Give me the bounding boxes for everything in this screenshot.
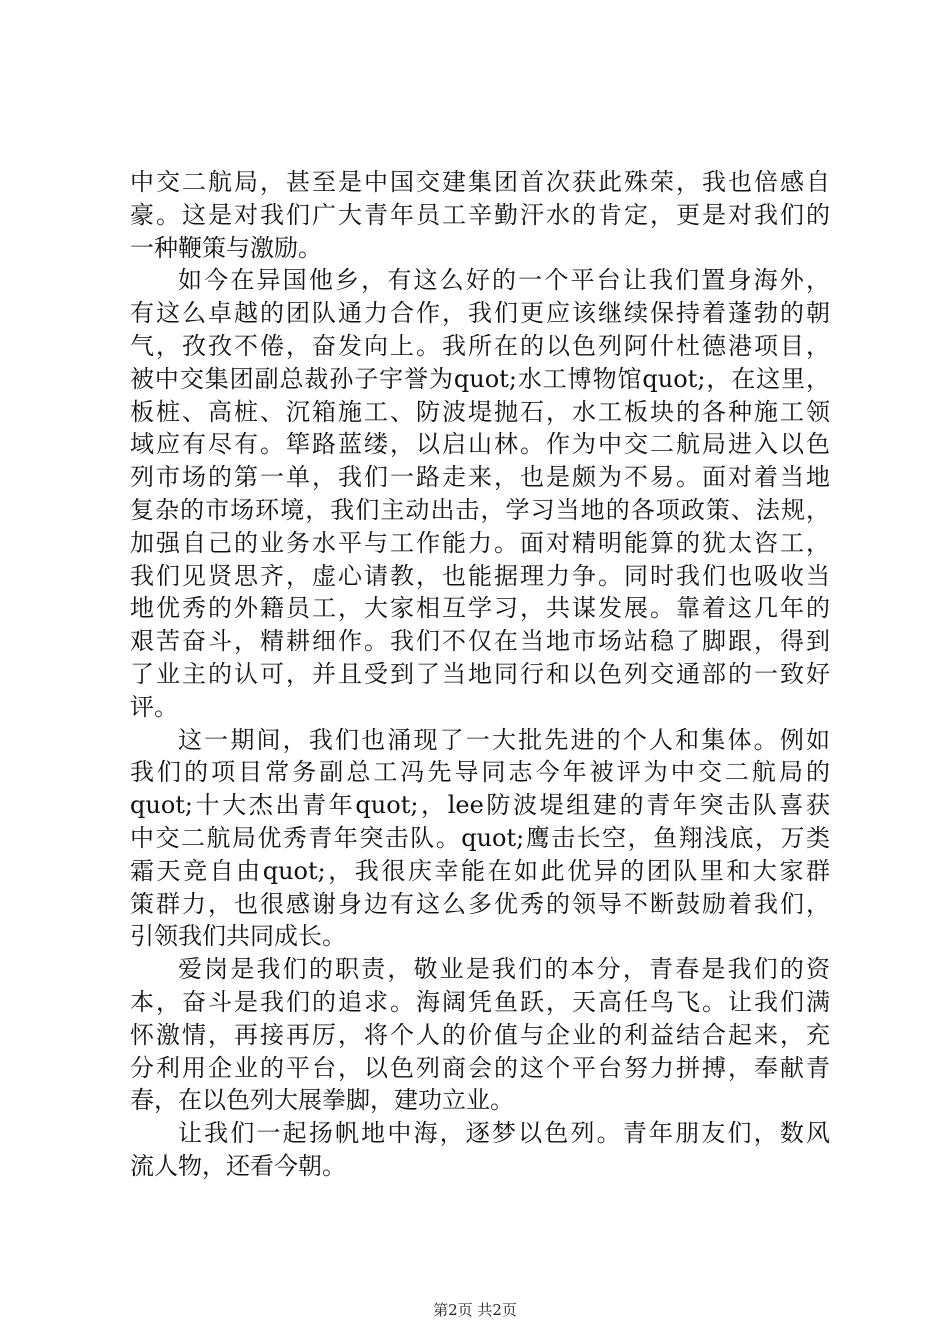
- text-line: 我们的项目常务副总工冯先导同志今年被评为中交二航局的: [130, 758, 830, 787]
- text-line: 本，奋斗是我们的追求。海阔凭鱼跃，天高任鸟飞。让我们满: [130, 987, 830, 1016]
- text-line: 艰苦奋斗，精耕细作。我们不仅在当地市场站稳了脚跟，得到: [130, 627, 830, 656]
- text-line: 策群力，也很感谢身边有这么多优秀的领导不断鼓励着我们，: [130, 889, 830, 918]
- text-line: 霜天竞自由quot;，我很庆幸能在如此优异的团队里和大家群: [130, 856, 830, 885]
- text-line: 板桩、高桩、沉箱施工、防波堤抛石，水工板块的各种施工领: [130, 397, 830, 426]
- paragraph-first-line: 让我们一起扬帆地中海，逐梦以色列。青年朋友们，数风: [178, 1119, 830, 1148]
- text-line: 流人物，还看今朝。: [130, 1151, 346, 1180]
- text-line: 被中交集团副总裁孙子宇誉为quot;水工博物馆quot;，在这里，: [130, 364, 830, 393]
- text-line: 了业主的认可，并且受到了当地同行和以色列交通部的一致好: [130, 659, 830, 688]
- page-number-footer: 第2页 共2页: [433, 1301, 517, 1319]
- text-line: 春，在以色列大展拳脚，建功立业。: [130, 1086, 514, 1115]
- text-line: 我们见贤思齐，虚心请教，也能据理力争。同时我们也吸收当: [130, 561, 830, 590]
- text-line: 怀激情，再接再厉，将个人的价值与企业的利益结合起来，充: [130, 1020, 830, 1049]
- paragraph-first-line: 如今在异国他乡，有这么好的一个平台让我们置身海外，: [178, 266, 830, 295]
- text-line: 地优秀的外籍员工，大家相互学习，共谋发展。靠着这几年的: [130, 594, 830, 623]
- text-line: 评。: [130, 692, 178, 721]
- text-line: 一种鞭策与激励。: [130, 233, 322, 262]
- text-line: 豪。这是对我们广大青年员工辛勤汗水的肯定，更是对我们的: [130, 200, 830, 229]
- text-line: 域应有尽有。筚路蓝缕，以启山林。作为中交二航局进入以色: [130, 430, 830, 459]
- text-line: 中交二航局优秀青年突击队。quot;鹰击长空，鱼翔浅底，万类: [130, 823, 830, 852]
- paragraph-first-line: 这一期间，我们也涌现了一大批先进的个人和集体。例如: [178, 725, 830, 754]
- text-line: 引领我们共同成长。: [130, 922, 346, 951]
- text-line: quot;十大杰出青年quot;，lee防波堤组建的青年突击队喜获: [130, 791, 830, 820]
- text-line: 有这么卓越的团队通力合作，我们更应该继续保持着蓬勃的朝: [130, 299, 830, 328]
- text-line: 复杂的市场环境，我们主动出击，学习当地的各项政策、法规，: [130, 495, 830, 524]
- text-line: 中交二航局，甚至是中国交建集团首次获此殊荣，我也倍感自: [130, 168, 830, 196]
- document-body: [130, 166, 830, 1183]
- text-line: 列市场的第一单，我们一路走来，也是颇为不易。面对着当地: [130, 463, 830, 492]
- text-line: 分利用企业的平台，以色列商会的这个平台努力拼搏，奉献青: [130, 1053, 830, 1082]
- text-line: 气，孜孜不倦，奋发向上。我所在的以色列阿什杜德港项目，: [130, 331, 830, 360]
- paragraph-first-line: 爱岗是我们的职责，敬业是我们的本分，青春是我们的资: [178, 955, 830, 984]
- text-line: 加强自己的业务水平与工作能力。面对精明能算的犹太咨工，: [130, 528, 830, 557]
